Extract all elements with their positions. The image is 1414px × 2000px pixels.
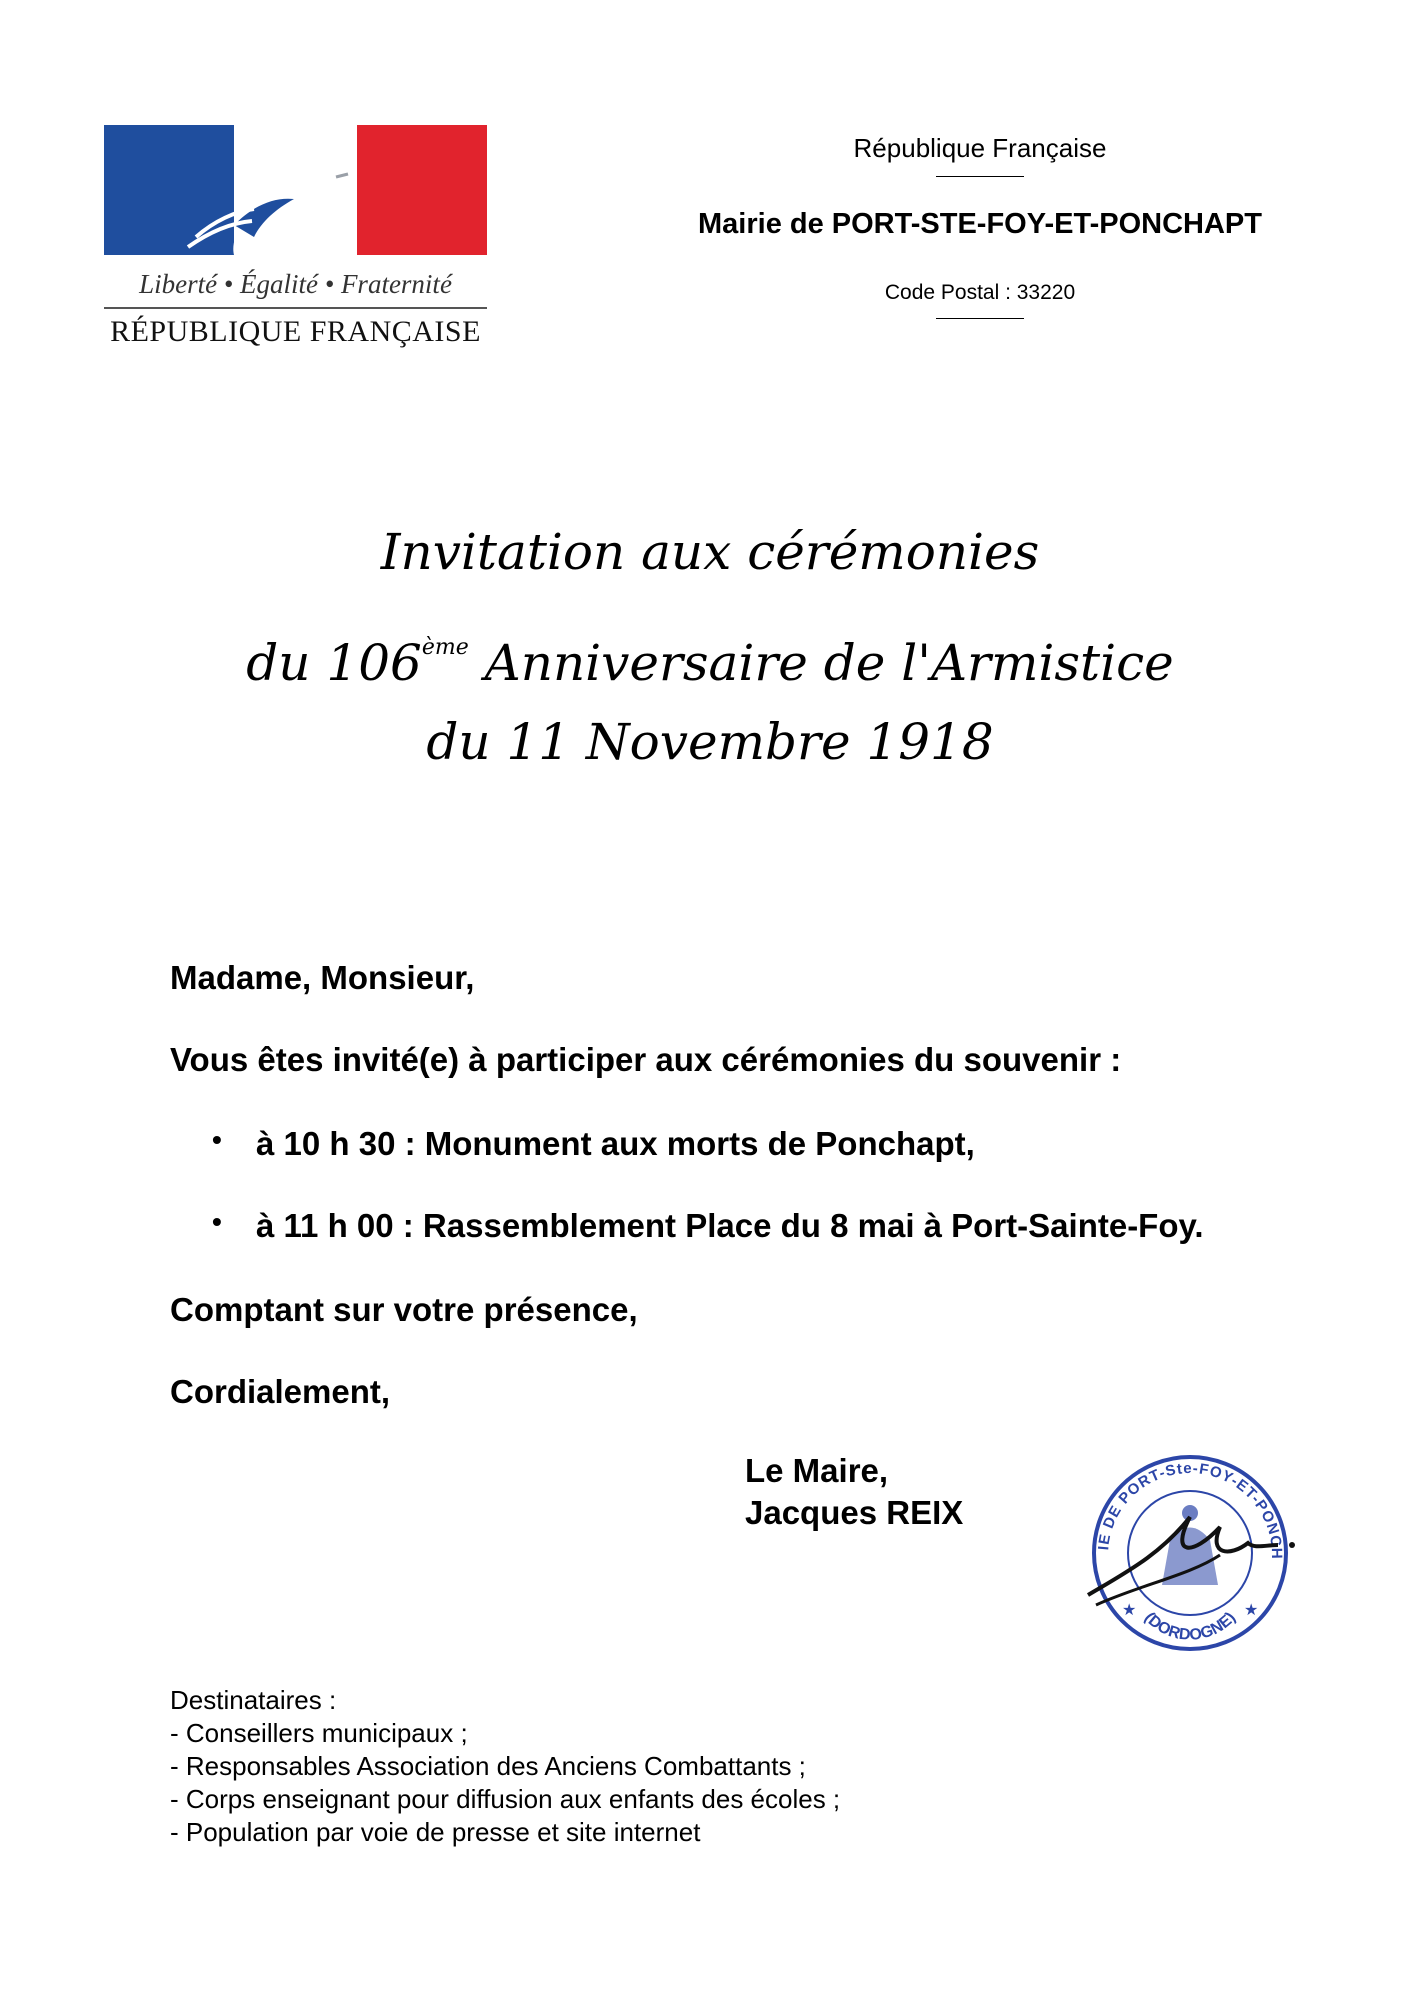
header-divider: [936, 176, 1024, 177]
greeting: Madame, Monsieur,: [170, 959, 475, 996]
recipients-heading: Destinataires :: [170, 1685, 337, 1715]
svg-text:★: ★: [1244, 1602, 1259, 1619]
mairie-stamp: [1070, 1445, 1310, 1670]
recipient-item: - Responsables Association des Anciens Combattants ;: [170, 1751, 806, 1781]
svg-text:★: ★: [1122, 1602, 1137, 1619]
recipients-list: [170, 1684, 840, 1849]
stamp-text-bottom: (DORDOGNE): [1140, 1609, 1240, 1644]
signatory-title: Le Maire,: [745, 1452, 889, 1489]
title-line-2-superscript: ème: [421, 635, 469, 660]
title-line-2: [100, 600, 1320, 695]
closing-regards: Cordialement,: [170, 1373, 391, 1410]
republique-francaise-logo: [104, 125, 487, 355]
title-line-1: Invitation aux cérémonies: [380, 523, 1040, 581]
bullet: •: [212, 1206, 222, 1237]
flag-red-band: [357, 125, 487, 255]
title-line-3: du 11 Novembre 1918: [426, 713, 994, 771]
postal-code: Code Postal : 33220: [884, 281, 1076, 304]
title-line-2-prefix: du 106: [246, 634, 422, 692]
invitation-title: [100, 505, 1320, 790]
signature-block: [745, 1450, 963, 1534]
recipient-item: - Corps enseignant pour diffusion aux enfants des écoles ;: [170, 1784, 841, 1814]
logo-name: RÉPUBLIQUE FRANÇAISE: [110, 315, 481, 348]
letterhead: [640, 132, 1320, 319]
header-divider: [936, 318, 1024, 319]
recipient-item: - Population par voie de presse et site internet: [170, 1817, 701, 1847]
closing-presence: Comptant sur votre présence,: [170, 1291, 638, 1328]
intro: Vous êtes invité(e) à participer aux cérémonies du souvenir :: [170, 1041, 1122, 1078]
marianne-icon: [104, 125, 487, 255]
logo-divider: [104, 307, 487, 309]
stamp-text-top: IE DE PORT-Ste-FOY-ET-PONCH: [1095, 1459, 1286, 1560]
recipient-item: - Conseillers municipaux ;: [170, 1718, 468, 1748]
event-item: à 11 h 00 : Rassemblement Place du 8 mai à Port-Sainte-Foy.: [256, 1207, 1204, 1244]
title-line-2-suffix: Anniversaire de l'Armistice: [468, 634, 1174, 692]
mairie-name: Mairie de PORT-STE-FOY-ET-PONCHAPT: [698, 208, 1262, 240]
stamp-seal-icon: [1070, 1445, 1310, 1665]
flag-blue-band: [104, 125, 234, 255]
logo-motto: Liberté • Égalité • Fraternité: [139, 269, 452, 299]
bullet: •: [212, 1124, 222, 1155]
country-name: République Française: [853, 133, 1107, 163]
signatory-name: Jacques REIX: [745, 1494, 964, 1531]
event-item: à 10 h 30 : Monument aux morts de Ponchapt,: [256, 1125, 975, 1162]
